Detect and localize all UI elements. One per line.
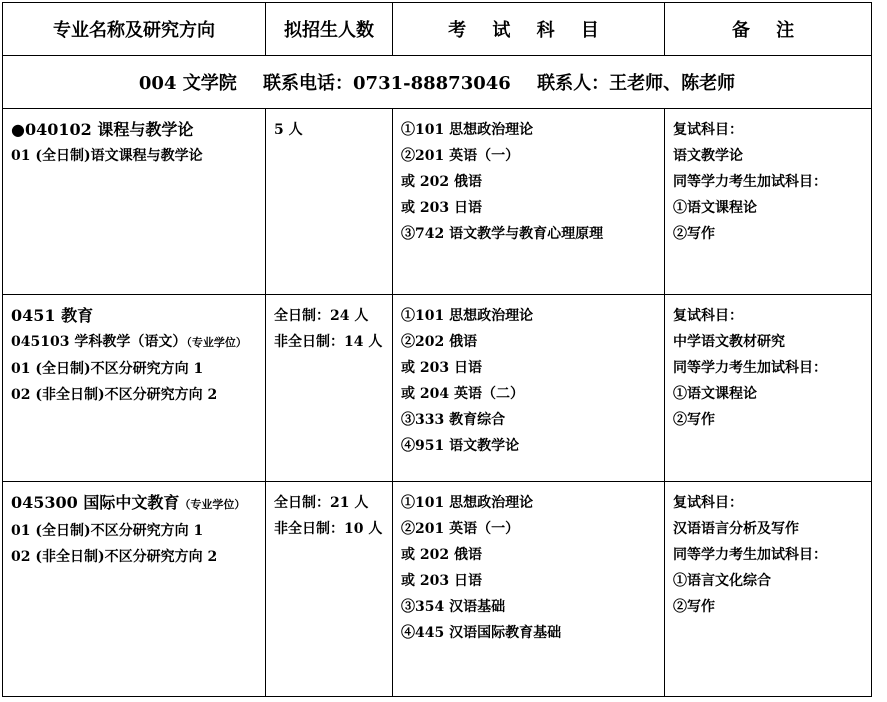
direction: 01 (全日制)不区分研究方向 1	[11, 523, 204, 539]
quota-value: 非全日制：14 人	[274, 334, 383, 350]
remark-item: 复试科目：	[673, 122, 743, 138]
table-row	[3, 482, 872, 697]
remark-item: 汉语语言分析及写作	[673, 521, 799, 537]
exam-item: 或 203 日语	[401, 360, 482, 376]
table-row	[3, 109, 872, 295]
quota-value: 5 人	[274, 122, 303, 138]
exam-item: ①101 思想政治理论	[401, 308, 534, 324]
direction: 02 (非全日制)不区分研究方向 2	[11, 549, 218, 565]
exam-item: ①101 思想政治理论	[401, 122, 534, 138]
college-contact: 联系人：王老师、陈老师	[537, 73, 736, 94]
college-name: 004 文学院	[138, 73, 237, 94]
exam-cell	[393, 295, 665, 482]
exam-item: ②201 英语（一）	[401, 148, 520, 164]
quota-cell	[266, 295, 393, 482]
admissions-table	[2, 2, 872, 697]
header-remark: 备 注	[665, 3, 872, 56]
exam-item: ①101 思想政治理论	[401, 495, 534, 511]
remark-item: 复试科目：	[673, 495, 743, 511]
remark-item: ①语言文化综合	[673, 573, 771, 589]
remark-item: ①语文课程论	[673, 200, 757, 216]
remark-cell	[665, 295, 872, 482]
exam-item: ③354 汉语基础	[401, 599, 506, 615]
exam-item: ④445 汉语国际教育基础	[401, 625, 562, 641]
header-row	[3, 3, 872, 56]
degree-tag: （专业学位）	[186, 336, 247, 349]
table-row	[3, 295, 872, 482]
exam-cell	[393, 109, 665, 295]
major-name: 045300 国际中文教育（专业学位）	[11, 493, 246, 512]
college-phone: 联系电话：0731-88873046	[263, 73, 511, 94]
exam-item: 或 202 俄语	[401, 174, 482, 190]
header-major: 专业名称及研究方向	[3, 3, 266, 56]
quota-value: 全日制：21 人	[274, 495, 369, 511]
direction: 01 (全日制)语文课程与教学论	[11, 148, 203, 164]
exam-cell	[393, 482, 665, 697]
remark-item: 同等学力考生加试科目：	[673, 547, 827, 563]
quota-cell	[266, 109, 393, 295]
exam-item: ③333 教育综合	[401, 412, 506, 428]
remark-item: ②写作	[673, 412, 715, 428]
exam-item: 或 203 日语	[401, 573, 482, 589]
direction: 02 (非全日制)不区分研究方向 2	[11, 387, 218, 403]
quota-value: 非全日制：10 人	[274, 521, 383, 537]
major-cell	[3, 482, 266, 697]
exam-item: 或 204 英语（二）	[401, 386, 524, 402]
remark-item: 同等学力考生加试科目：	[673, 174, 827, 190]
header-quota: 拟招生人数	[266, 3, 393, 56]
remark-cell	[665, 482, 872, 697]
sub-major: 045103 学科教学（语文）（专业学位）	[11, 334, 247, 350]
quota-cell	[266, 482, 393, 697]
remark-cell	[665, 109, 872, 295]
exam-item: ④951 语文教学论	[401, 438, 520, 454]
remark-item: 复试科目：	[673, 308, 743, 324]
remark-item: ①语文课程论	[673, 386, 757, 402]
major-cell	[3, 109, 266, 295]
remark-item: ②写作	[673, 226, 715, 242]
major-cell	[3, 295, 266, 482]
degree-tag: （专业学位）	[179, 498, 246, 511]
remark-item: ②写作	[673, 599, 715, 615]
remark-item: 中学语文教材研究	[673, 334, 785, 350]
exam-item: 或 202 俄语	[401, 547, 482, 563]
exam-item: ②202 俄语	[401, 334, 478, 350]
exam-item: ③742 语文教学与教育心理原理	[401, 226, 604, 242]
exam-item: ②201 英语（一）	[401, 521, 520, 537]
direction: 01 (全日制)不区分研究方向 1	[11, 361, 204, 377]
remark-item: 语文教学论	[673, 148, 743, 164]
header-exam: 考 试 科 目	[393, 3, 665, 56]
college-row	[3, 56, 872, 109]
quota-value: 全日制：24 人	[274, 308, 369, 324]
exam-item: 或 203 日语	[401, 200, 482, 216]
major-name: ●040102 课程与教学论	[11, 120, 194, 139]
major-name: 0451 教育	[11, 306, 94, 325]
remark-item: 同等学力考生加试科目：	[673, 360, 827, 376]
